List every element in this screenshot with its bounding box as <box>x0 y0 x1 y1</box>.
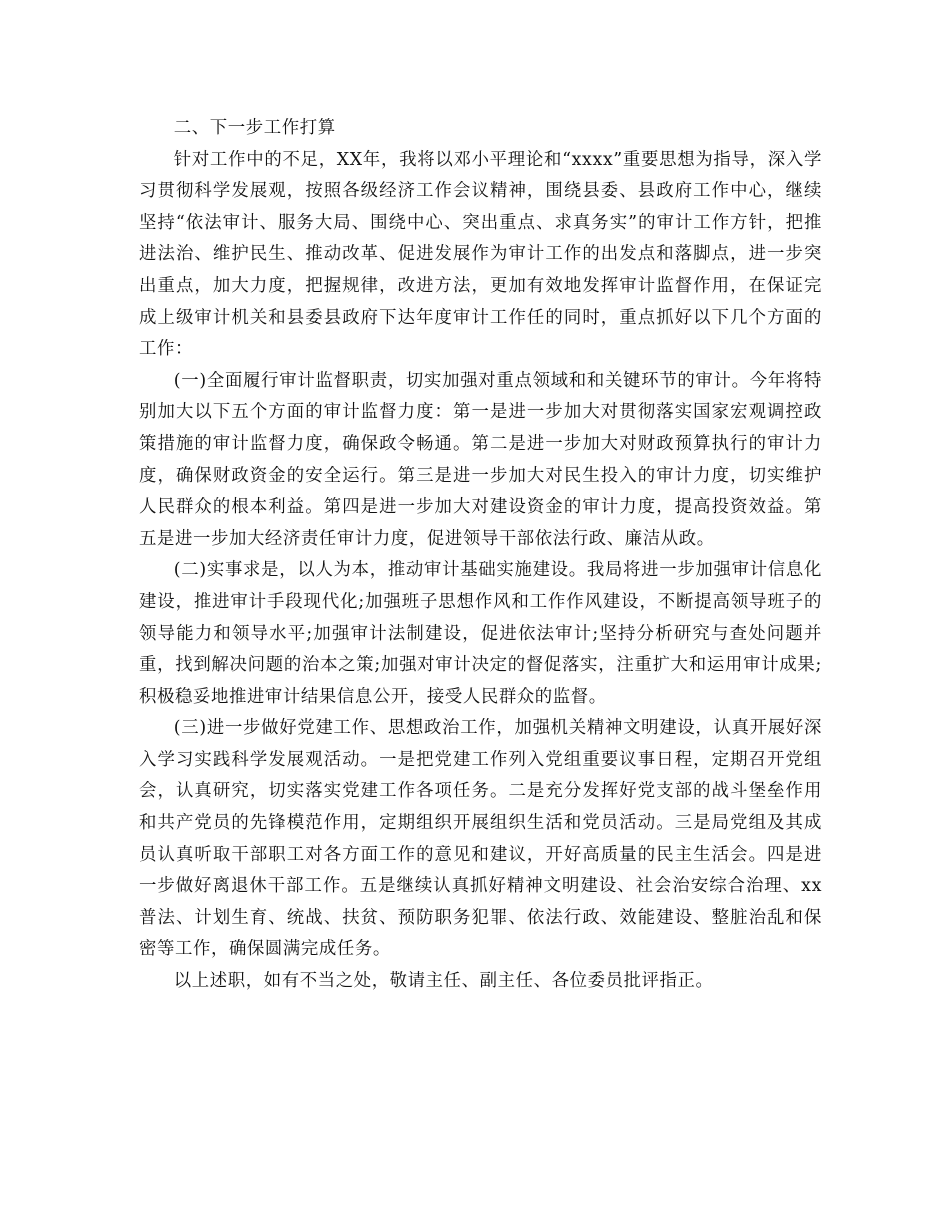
paragraph-intro: 针对工作中的不足，XX年，我将以邓小平理论和“xxxx”重要思想为指导，深入学习贯彻科学发展观，按照各级经济工作会议精神，围绕县委、县政府工作中心，继续坚持“依法审计、服务大局、围绕中心、突出重点、求真务实”的审计工作方针，把推进法治、维护民生、推动改革、促进发展作为审计工作的出发点和落脚点，进一步突出重点，加大力度，把握规律，改进方法，更加有效地发挥审计监督作用，在保证完成上级审计机关和县委县政府下达年度审计工作任的同时，重点抓好以下几个方面的工作： <box>139 149 822 360</box>
paragraph-item-3: (三)进一步做好党建工作、思想政治工作，加强机关精神文明建设，认真开展好深入学习实践科学发展观活动。一是把党建工作列入党组重要议事日程，定期召开党组会，认真研究，切实落实党建工作各项任务。二是充分发挥好党支部的战斗堡垒作用和共产党员的先锋模范作用，定期组织开展组织生活和党员活动。三是局党组及其成员认真听取干部职工对各方面工作的意见和建议，开好高质量的民主生活会。四是进一步做好离退休干部工作。五是继续认真抓好精神文明建设、社会治安综合治理、xx普法、计划生育、统战、扶贫、预防职务犯罪、依法行政、效能建设、整脏治乱和保密等工作，确保圆满完成任务。 <box>139 718 822 960</box>
section-heading: 二、下一步工作打算 <box>173 118 336 138</box>
document-body <box>139 113 822 998</box>
paragraph-closing: 以上述职，如有不当之处，敬请主任、副主任、各位委员批评指正。 <box>173 971 714 992</box>
paragraph-item-1: (一)全面履行审计监督职责，切实加强对重点领域和和关键环节的审计。今年将特别加大以下五个方面的审计监督力度：第一是进一步加大对贯彻落实国家宏观调控政策措施的审计监督力度，确保政令畅通。第二是进一步加大对财政预算执行的审计力度，确保财政资金的安全运行。第三是进一步加大对民生投入的审计力度，切实维护人民群众的根本利益。第四是进一步加大对建设资金的审计力度，提高投资效益。第五是进一步加大经济责任审计力度，促进领导干部依法行政、廉洁从政。 <box>139 370 822 549</box>
paragraph-item-2: (二)实事求是，以人为本，推动审计基础实施建设。我局将进一步加强审计信息化建设，推进审计手段现代化;加强班子思想作风和工作作风建设，不断提高领导班子的领导能力和领导水平;加强审计法制建设，促进依法审计;坚持分析研究与查处问题并重，找到解决问题的治本之策;加强对审计决定的督促落实，注重扩大和运用审计成果;积极稳妥地推进审计结果信息公开，接受人民群众的监督。 <box>139 560 822 707</box>
